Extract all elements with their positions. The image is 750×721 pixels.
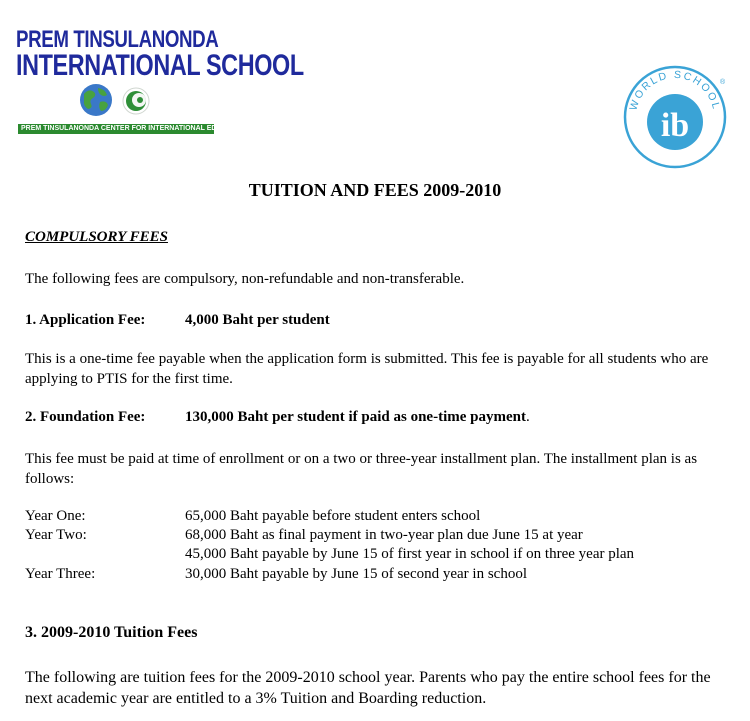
installment-text: 30,000 Baht payable by June 15 of second year in school — [185, 566, 528, 582]
globe-icon — [80, 84, 112, 116]
installment-year: Year Three: — [25, 566, 96, 582]
registered-mark: ® — [720, 79, 726, 86]
ib-letters: ib — [660, 107, 690, 144]
foundation-fee-line — [25, 407, 530, 427]
application-fee-value: 4,000 Baht per student — [185, 312, 330, 328]
installment-year: Year Two: — [25, 527, 87, 543]
application-fee-label: 1. Application Fee: — [25, 312, 146, 328]
compulsory-fees-intro: The following fees are compulsory, non-refundable and non-transferable. — [25, 271, 465, 287]
green-circle-icon — [123, 88, 149, 114]
installment-text: 68,000 Baht as final payment in two-year plan due June 15 at year — [185, 527, 583, 543]
tuition-fees-text: The following are tuition fees for the 2009-2010 school year. Parents who pay the entire school fees for the next academic year are entitled to a 3% Tuition and Boarding reduction. — [25, 669, 711, 707]
compulsory-fees-heading: COMPULSORY FEES — [25, 229, 168, 245]
application-fee-description: This is a one-time fee payable when the application form is submitted. This fee is payable for all students who are applying to PTIS for the first time. — [25, 351, 709, 387]
foundation-fee-suffix: . — [526, 409, 530, 425]
application-fee-line — [25, 310, 330, 330]
foundation-fee-description: This fee must be paid at time of enrollment or on a two or three-year installment plan. The installment plan is as follows: — [25, 451, 698, 487]
school-logo — [16, 26, 304, 132]
page-title: TUITION AND FEES 2009-2010 — [248, 180, 502, 200]
logo-banner: PREM TINSULANONDA CENTER FOR INTERNATIONAL EDUCATION — [18, 124, 214, 134]
logo-emblem — [74, 82, 164, 118]
installment-text: 45,000 Baht payable by June 15 of first year in school if on three year plan — [185, 546, 635, 562]
tuition-fees-heading: 3. 2009-2010 Tuition Fees — [25, 624, 198, 641]
installment-text: 65,000 Baht payable before student enters school — [185, 508, 481, 524]
foundation-fee-label: 2. Foundation Fee: — [25, 409, 146, 425]
school-name-line1: PREM TINSULANONDA — [16, 26, 219, 53]
school-name-line2: INTERNATIONAL SCHOOL — [16, 49, 304, 82]
foundation-fee-value: 130,000 Baht per student if paid as one-time payment — [185, 409, 526, 425]
ib-world-school-text: WORLD SCHOOL — [627, 68, 723, 112]
installment-year: Year One: — [25, 508, 86, 524]
ib-world-school-logo — [620, 62, 730, 172]
